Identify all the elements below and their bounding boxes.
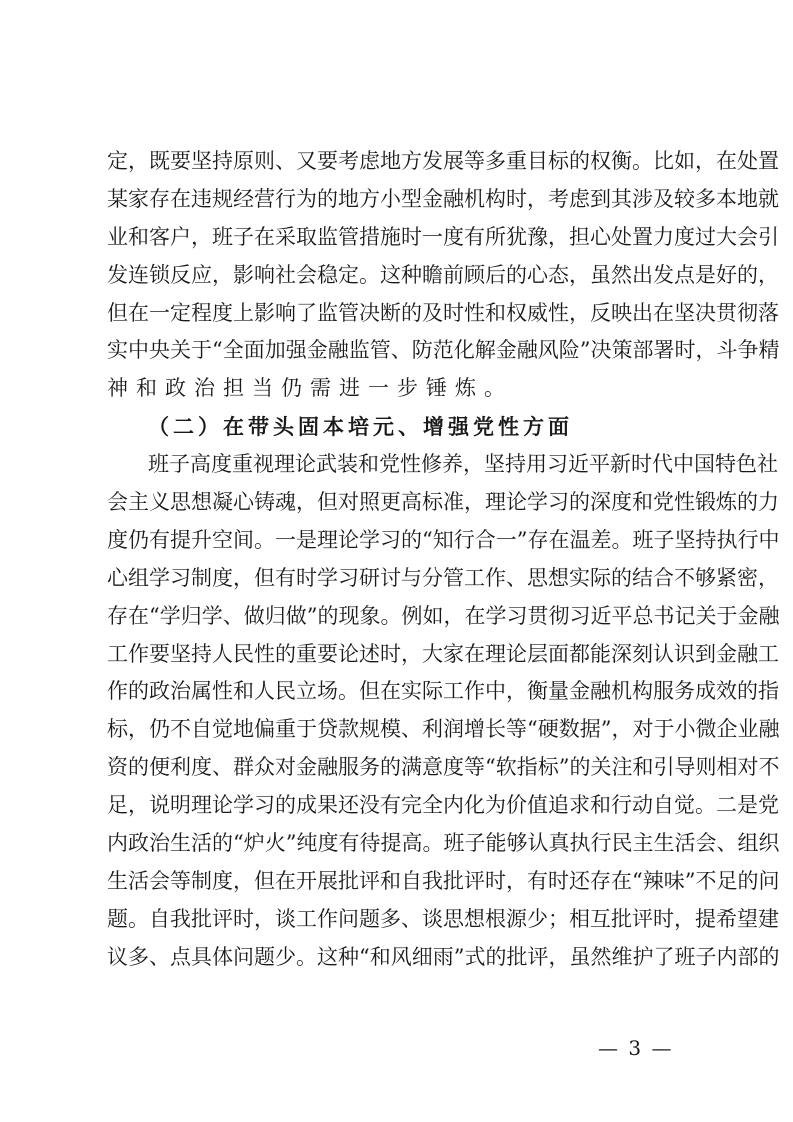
- text-line: 生活会等制度，但在开展批评和自我批评时，有时还存在“辣味”不足的问: [107, 868, 780, 893]
- text-line: 资的便利度、群众对金融服务的满意度等“软指标”的关注和引导则相对不: [107, 755, 780, 780]
- text-line: 题。自我批评时，谈工作问题多、谈思想根源少；相互批评时，提希望建: [107, 906, 779, 931]
- text-line: 但在一定程度上影响了监管决断的及时性和权威性，反映出在坚决贯彻落: [107, 300, 779, 325]
- text-line: 标，仍不自觉地偏重于贷款规模、利润增长等“硬数据”，对于小微企业融: [107, 717, 780, 742]
- text-line: 内政治生活的“炉火”纯度有待提高。班子能够认真执行民主生活会、组织: [107, 831, 780, 856]
- text-line: 存在“学归学、做归做”的现象。例如，在学习贯彻习近平总书记关于金融: [107, 603, 780, 628]
- text-line: 足，说明理论学习的成果还没有完全内化为价值追求和行动自觉。二是党: [107, 793, 779, 818]
- text-line: 议多、点具体问题少。这种“和风细雨”式的批评，虽然维护了班子内部的: [107, 944, 780, 969]
- text-line: 班子高度重视理论武装和党性修养，坚持用习近平新时代中国特色社: [148, 452, 778, 477]
- text-line: 工作要坚持人民性的重要论述时，大家在理论层面都能深刻认识到金融工: [107, 641, 779, 666]
- text-line: 业和客户，班子在采取监管措施时一度有所犹豫，担心处置力度过大会引: [107, 224, 779, 249]
- section-heading: （二）在带头固本培元、增强党性方面: [148, 414, 573, 440]
- text-line: 实中央关于“全面加强金融监管、防范化解金融风险”决策部署时，斗争精: [107, 338, 780, 363]
- text-line: 作的政治属性和人民立场。但在实际工作中，衡量金融机构服务成效的指: [107, 679, 779, 704]
- text-line: 心组学习制度，但有时学习研讨与分管工作、思想实际的结合不够紧密，: [107, 565, 779, 590]
- text-line: 定，既要坚持原则、又要考虑地方发展等多重目标的权衡。比如，在处置: [107, 149, 779, 173]
- text-line: 发连锁反应，影响社会稳定。这种瞻前顾后的心态，虽然出发点是好的，: [107, 262, 779, 287]
- document-body: [107, 143, 780, 977]
- text-line: 会主义思想凝心铸魂，但对照更高标准，理论学习的深度和党性锻炼的力: [107, 490, 779, 515]
- text-line: 某家存在违规经营行为的地方小型金融机构时，考虑到其涉及较多本地就: [107, 186, 779, 211]
- page-number: — 3 —: [598, 1036, 674, 1060]
- text-line: 神和政治担当仍需进一步锤炼。: [107, 376, 513, 401]
- text-line: 度仍有提升空间。一是理论学习的“知行合一”存在温差。班子坚持执行中: [107, 527, 780, 552]
